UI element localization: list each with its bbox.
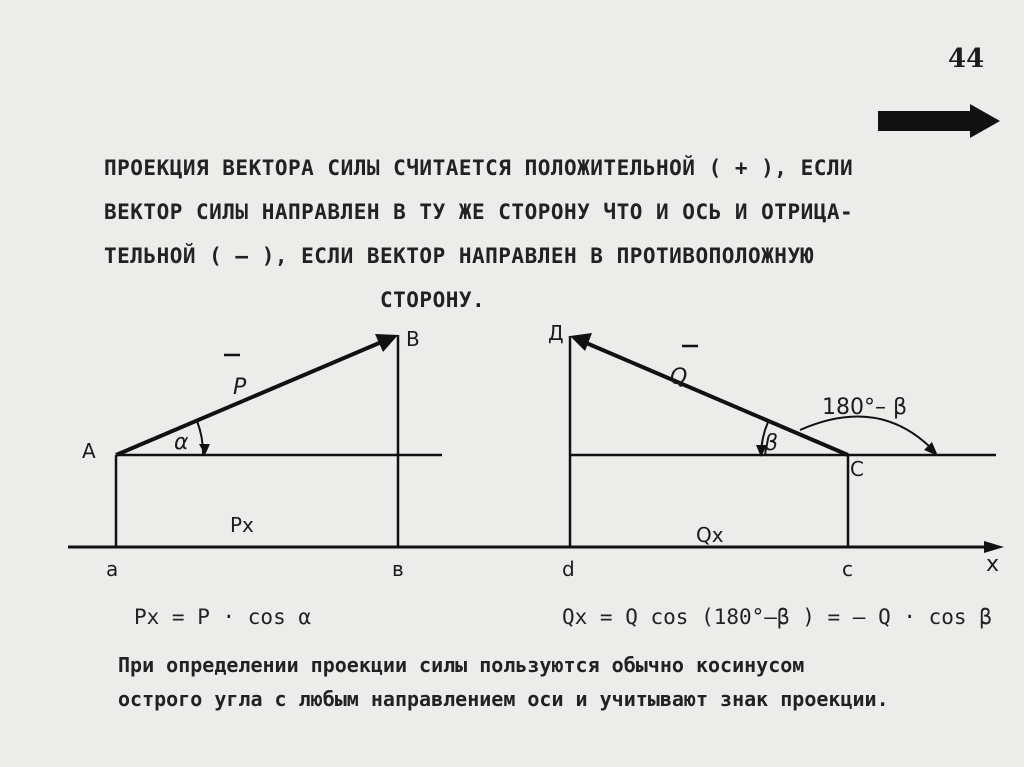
formula-qx: Qx = Q cos (180°–β ) = – Q · cos β <box>562 605 992 629</box>
axis-label-x: x <box>986 552 1000 577</box>
vector-P <box>116 341 384 455</box>
projection-diagram <box>0 300 1024 620</box>
paragraph-line: ВЕКТОР СИЛЫ НАПРАВЛЕН В ТУ ЖЕ СТОРОНУ ЧТО И ОСЬ И ОТРИЦА- <box>104 200 854 224</box>
point-label-c: c <box>842 557 853 581</box>
point-label-d: d <box>562 557 575 581</box>
point-label-A: A <box>82 439 96 463</box>
point-label-a: a <box>106 557 119 581</box>
right-diagram <box>548 321 996 581</box>
footer-note <box>118 648 998 716</box>
angle-label-alpha: α <box>174 430 189 455</box>
page-number: 44 <box>948 44 985 74</box>
paragraph-line: ТЕЛЬНОЙ ( – ), ЕСЛИ ВЕКТОР НАПРАВЛЕН В ПРОТИВОПОЛОЖНУЮ <box>104 244 814 268</box>
paragraph-line: ПРОЕКЦИЯ ВЕКТОРА СИЛЫ СЧИТАЕТСЯ ПОЛОЖИТЕЛЬНОЙ ( + ), ЕСЛИ <box>104 156 854 180</box>
angle-arrowhead <box>199 444 210 455</box>
point-label-B: B <box>406 327 420 351</box>
vector-label-Q: Q <box>670 365 688 390</box>
next-arrow-icon[interactable] <box>878 104 1002 138</box>
angle-arc-supplementary <box>800 417 934 451</box>
footer-line: острого угла с любым направлением оси и учитывают знак проекции. <box>118 687 889 711</box>
point-label-C: C <box>850 457 864 481</box>
angle-label-supplementary: 180°– β <box>822 395 908 420</box>
left-diagram <box>82 327 442 581</box>
projection-label-Qx: Qx <box>696 523 724 547</box>
formula-px: Px = P · cos α <box>134 605 312 629</box>
footer-line: При определении проекции силы пользуются обычно косинусом <box>118 653 805 677</box>
paragraph-line: СТОРОНУ. <box>380 288 486 312</box>
projection-label-Px: Px <box>230 513 254 537</box>
vector-Q <box>584 342 848 455</box>
intro-paragraph <box>104 146 904 322</box>
angle-arc-alpha <box>197 421 203 455</box>
angle-label-beta: β <box>764 431 779 456</box>
vector-label-P: P <box>233 375 247 400</box>
point-label-D: Д <box>548 321 564 345</box>
point-label-b: в <box>392 557 404 581</box>
